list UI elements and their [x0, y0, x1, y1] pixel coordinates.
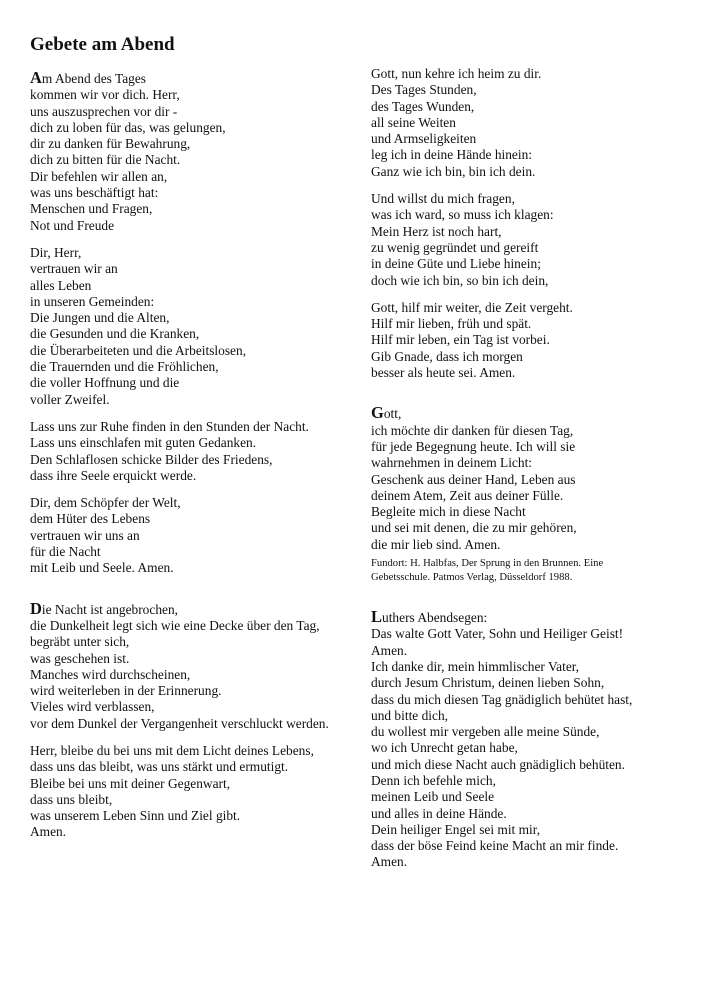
prayer-line: Not und Freude — [30, 217, 115, 233]
prayer-line: für die Nacht — [30, 544, 101, 560]
prayer-line: uns auszusprechen vor dir - — [30, 103, 178, 119]
prayer-line: Den Schlaflosen schicke Bilder des Friedens, — [30, 451, 273, 467]
drop-initial: L — [371, 607, 383, 627]
prayer-line: die Gesunden und die Kranken, — [30, 326, 200, 342]
prayer-line: die voller Hoffnung und die — [30, 375, 180, 391]
prayer-line: voller Zweifel. — [30, 391, 110, 407]
prayer-line: und alles in deine Hände. — [371, 805, 507, 821]
drop-initial: A — [30, 68, 42, 87]
prayer-line: dass ihre Seele erquickt werde. — [30, 467, 197, 483]
prayer-line: begräbt unter sich, — [30, 634, 130, 650]
prayer-line: Bleibe bei uns mit deiner Gegenwart, — [30, 775, 231, 791]
prayer-line: die Überarbeiteten und die Arbeitslosen, — [30, 342, 247, 358]
prayer-line: Lass uns einschlafen mit guten Gedanken. — [30, 435, 257, 451]
right-column — [371, 66, 691, 871]
prayer-line: dass uns das bleibt, was uns stärkt und ermutigt. — [30, 759, 289, 775]
source-citation: Gebetsschule. Patmos Verlag, Düsseldorf 1988. — [371, 572, 573, 584]
prayer-line: alles Leben — [30, 277, 92, 293]
prayer-line: und Armseligkeiten — [371, 131, 477, 147]
prayer-line: Vieles wird verblassen, — [30, 699, 155, 715]
prayer-line: des Tages Wunden, — [371, 98, 475, 114]
prayer-line: und sei mit denen, die zu mir gehören, — [371, 520, 577, 536]
prayer-luthers-abendsegen — [371, 609, 691, 871]
prayer-line: dich zu loben für das, was gelungen, — [30, 119, 226, 135]
prayer-line: für jede Begegnung heute. Ich will sie — [371, 438, 576, 454]
prayer-line: wahrnehmen in deinem Licht: — [371, 455, 533, 471]
prayer-line: vor dem Dunkel der Vergangenheit verschluckt werden. — [30, 715, 329, 731]
prayer-line: Und willst du mich fragen, — [371, 191, 515, 207]
prayer-line: Geschenk aus deiner Hand, Leben aus — [371, 471, 576, 487]
prayer-line: vertrauen wir an — [30, 261, 118, 277]
prayer-line: durch Jesum Christum, deinen lieben Sohn, — [371, 675, 605, 691]
prayer-line: Gott, — [371, 403, 402, 423]
left-column — [30, 70, 360, 841]
prayer-line: in unseren Gemeinden: — [30, 293, 155, 309]
prayer-line: kommen wir vor dich. Herr, — [30, 87, 180, 103]
prayer-line: all seine Weiten — [371, 114, 456, 130]
prayer-line: Das walte Gott Vater, Sohn und Heiliger Geist! — [371, 626, 624, 642]
prayer-line: leg ich in deine Hände hinein: — [371, 147, 533, 163]
prayer-line: dass du mich diesen Tag gnädiglich behütet hast, — [371, 691, 633, 707]
prayer-line: Denn ich befehle mich, — [371, 772, 496, 788]
source-citation: Fundort: H. Halbfas, Der Sprung in den Brunnen. Eine — [371, 558, 604, 570]
prayer-line: Dir, dem Schöpfer der Welt, — [30, 495, 181, 511]
prayer-line: Die Nacht ist angebrochen, — [30, 598, 179, 618]
prayer-line: Dir befehlen wir allen an, — [30, 168, 168, 184]
prayer-line: ich möchte dir danken für diesen Tag, — [371, 422, 574, 438]
prayer-line: Hilf mir leben, ein Tag ist vorbei. — [371, 332, 550, 348]
prayer-line: Ich danke dir, mein himmlischer Vater, — [371, 658, 580, 674]
prayer-line: du wollest mir vergeben alle meine Sünde, — [371, 724, 600, 740]
prayer-line: was geschehen ist. — [30, 650, 130, 666]
prayer-line: Gib Gnade, dass ich morgen — [371, 348, 523, 364]
prayer-line: besser als heute sei. Amen. — [371, 365, 516, 381]
prayer-line: Ganz wie ich bin, bin ich dein. — [371, 163, 536, 179]
prayer-line: was ich ward, so muss ich klagen: — [371, 207, 554, 223]
prayer-line: Lass uns zur Ruhe finden in den Stunden der Nacht. — [30, 418, 309, 434]
drop-initial: D — [30, 598, 42, 618]
prayer-line: Mein Herz ist noch hart, — [371, 223, 502, 239]
prayer-abend — [30, 70, 360, 577]
prayer-line: in deine Güte und Liebe hinein; — [371, 256, 541, 272]
prayer-line: Am Abend des Tages — [30, 68, 146, 87]
prayer-line: was unserem Leben Sinn und Ziel gibt. — [30, 808, 241, 824]
prayer-line: Herr, bleibe du bei uns mit dem Licht deines Lebens, — [30, 742, 314, 758]
prayer-nacht — [30, 598, 360, 841]
prayer-line: dir zu danken für Bewahrung, — [30, 136, 191, 152]
prayer-line: dass uns bleibt, — [30, 791, 113, 807]
prayer-dank — [371, 405, 691, 585]
prayer-line: wo ich Unrecht getan habe, — [371, 740, 518, 756]
prayer-line: vertrauen wir uns an — [30, 527, 140, 543]
drop-initial: G — [371, 403, 384, 423]
prayer-line: Gott, nun kehre ich heim zu dir. — [371, 66, 542, 81]
prayer-line: wird weiterleben in der Erinnerung. — [30, 683, 222, 699]
prayer-line: Manches wird durchscheinen, — [30, 666, 191, 682]
prayer-line: dass der böse Feind keine Macht an mir finde. — [371, 838, 619, 854]
prayer-line: Amen. — [371, 642, 408, 658]
prayer-line: Gott, hilf mir weiter, die Zeit vergeht. — [371, 299, 573, 315]
prayer-line: Amen. — [371, 854, 408, 870]
prayer-line: was uns beschäftigt hat: — [30, 185, 159, 201]
prayer-line: doch wie ich bin, so bin ich dein, — [371, 272, 549, 288]
prayer-line: deinem Atem, Zeit aus deiner Fülle. — [371, 487, 564, 503]
prayer-line: mit Leib und Seele. Amen. — [30, 560, 174, 576]
page-title: Gebete am Abend — [30, 34, 175, 55]
prayer-line: und bitte dich, — [371, 707, 448, 723]
prayer-line: die mir lieb sind. Amen. — [371, 536, 501, 552]
prayer-line: Menschen und Fragen, — [30, 201, 153, 217]
prayer-line: Hilf mir lieben, früh und spät. — [371, 316, 532, 332]
prayer-line: Begleite mich in diese Nacht — [371, 504, 526, 520]
prayer-line: meinen Leib und Seele — [371, 789, 495, 805]
prayer-line: Luthers Abendsegen: — [371, 607, 488, 627]
prayer-line: Die Jungen und die Alten, — [30, 310, 170, 326]
prayer-line: zu wenig gegründet und gereift — [371, 239, 539, 255]
prayer-line: die Trauernden und die Fröhlichen, — [30, 359, 219, 375]
prayer-line: Dir, Herr, — [30, 244, 82, 260]
prayer-line: die Dunkelheit legt sich wie eine Decke über den Tag, — [30, 617, 320, 633]
prayer-line: und mich diese Nacht auch gnädiglich behüten. — [371, 756, 625, 772]
prayer-line: dem Hüter des Lebens — [30, 511, 151, 527]
prayer-line: Des Tages Stunden, — [371, 82, 477, 98]
prayer-heimkehr — [371, 66, 691, 381]
prayer-line: dich zu bitten für die Nacht. — [30, 152, 181, 168]
prayer-line: Amen. — [30, 824, 67, 840]
prayer-line: Dein heiliger Engel sei mit mir, — [371, 821, 541, 837]
